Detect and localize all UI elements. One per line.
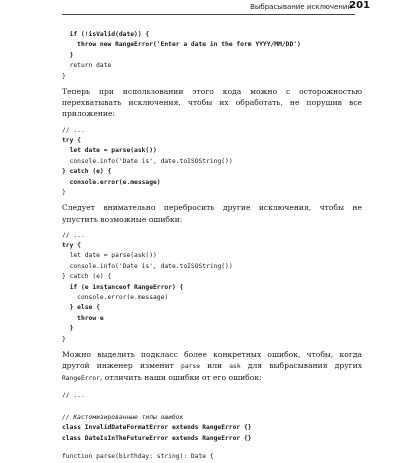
code-line [62, 452, 362, 462]
code-block-try-catch [62, 126, 362, 199]
code-indent [62, 62, 70, 69]
code-line [62, 283, 362, 293]
inline-code-parse: parse [181, 363, 200, 371]
header-rule [62, 14, 355, 15]
code-text: console.error(e.message) [69, 178, 161, 186]
code-line [62, 262, 362, 272]
code-text: let date = parse(ask()) [69, 147, 157, 155]
inline-code-ask: ask [229, 363, 241, 371]
para3-text-3: для выбрасывания других [240, 361, 363, 371]
code-indent [62, 284, 70, 291]
page-number: 201 [349, 0, 370, 11]
code-indent [62, 263, 70, 270]
para3-text-4: , отличить наши ошибки от его ошибок: [99, 373, 262, 383]
code-indent [62, 158, 70, 165]
code-line [62, 72, 362, 82]
code-text: // ... [62, 231, 85, 239]
code-text: try { [62, 242, 81, 250]
code-line [62, 40, 362, 50]
code-line [62, 61, 362, 71]
code-line [62, 51, 362, 61]
code-indent [62, 252, 70, 259]
code-line [62, 293, 362, 303]
code-text: function parse(birthday: string): Date { [62, 453, 214, 461]
paragraph-subclass-intro [62, 349, 362, 385]
code-text: if (e instanceof RangeError) { [69, 283, 184, 291]
code-text: // ... [62, 391, 85, 399]
code-line [62, 272, 362, 282]
code-block-ellipsis [62, 391, 362, 401]
code-indent [62, 147, 70, 154]
code-line [62, 423, 362, 433]
code-text: } catch (e) { [62, 168, 112, 176]
code-text: throw e [77, 314, 104, 322]
code-indent [62, 304, 70, 311]
code-line [62, 314, 362, 324]
code-line [62, 136, 362, 146]
code-block-custom-errors [62, 413, 362, 444]
code-line [62, 126, 362, 136]
code-block-parse-signature [62, 452, 362, 462]
code-text: try { [62, 136, 81, 144]
inline-code-rangeerror: RangeError [62, 375, 100, 383]
para3-text-1: Можно выделить подкласс более конкретных ошибок, чтобы, когда другой инженер изменит [62, 350, 362, 371]
code-block-rethrow [62, 231, 362, 345]
code-line [62, 146, 362, 156]
header-title: Выбрасывание исключений [250, 3, 352, 11]
code-indent [62, 325, 70, 332]
code-text: } catch (e) { [62, 273, 112, 281]
code-line [62, 241, 362, 251]
code-text: if (!isValid(date)) { [69, 31, 150, 38]
code-indent [62, 294, 77, 301]
code-text: } else { [69, 304, 100, 312]
code-line [62, 30, 362, 40]
code-text: return date [69, 62, 112, 70]
code-text: let date = parse(ask()) [69, 252, 157, 260]
code-text: } [62, 335, 66, 343]
code-line [62, 167, 362, 177]
code-text: console.error(e.message) [77, 294, 169, 302]
code-text: // ... [62, 126, 85, 134]
code-line [62, 324, 362, 334]
code-indent [62, 41, 77, 48]
code-text: } [62, 188, 66, 196]
code-text: // Кастомизированные типы ошибок [62, 414, 184, 421]
code-text: class DateIsInTheFutureError extends RangeError {} [62, 434, 252, 442]
code-indent [62, 179, 70, 186]
code-text: throw new RangeError('Enter a date in the form YYYY/MM/DD') [77, 41, 301, 49]
code-line [62, 391, 362, 401]
code-line [62, 413, 362, 423]
code-text: class InvalidDateFormatError extends RangeError {} [62, 424, 252, 432]
code-line [62, 251, 362, 261]
page-body [62, 30, 362, 463]
para3-text-2: или [200, 361, 230, 371]
code-line [62, 434, 362, 444]
code-text: } [62, 72, 66, 80]
code-indent [62, 52, 70, 59]
code-line [62, 157, 362, 167]
code-indent [62, 31, 70, 38]
code-text: } [69, 51, 74, 59]
code-line [62, 178, 362, 188]
code-line [62, 303, 362, 313]
paragraph-catch-intro: Теперь при использовании этого кода можно с осторожностью перехватывать исключения, чтобы их обработать, не порушив все приложение: [62, 86, 362, 119]
code-text: } [69, 325, 74, 333]
code-line [62, 335, 362, 345]
code-text: console.info('Date is', date.toISOString()) [69, 157, 233, 165]
code-line [62, 231, 362, 241]
code-line [62, 188, 362, 198]
paragraph-rethrow-intro: Следует внимательно перебросить другие исключения, чтобы не упустить возможные ошибки: [62, 203, 362, 224]
code-indent [62, 315, 77, 322]
code-block-validation [62, 30, 362, 82]
code-text: console.info('Date is', date.toISOString()) [69, 262, 233, 270]
running-header [0, 0, 420, 18]
